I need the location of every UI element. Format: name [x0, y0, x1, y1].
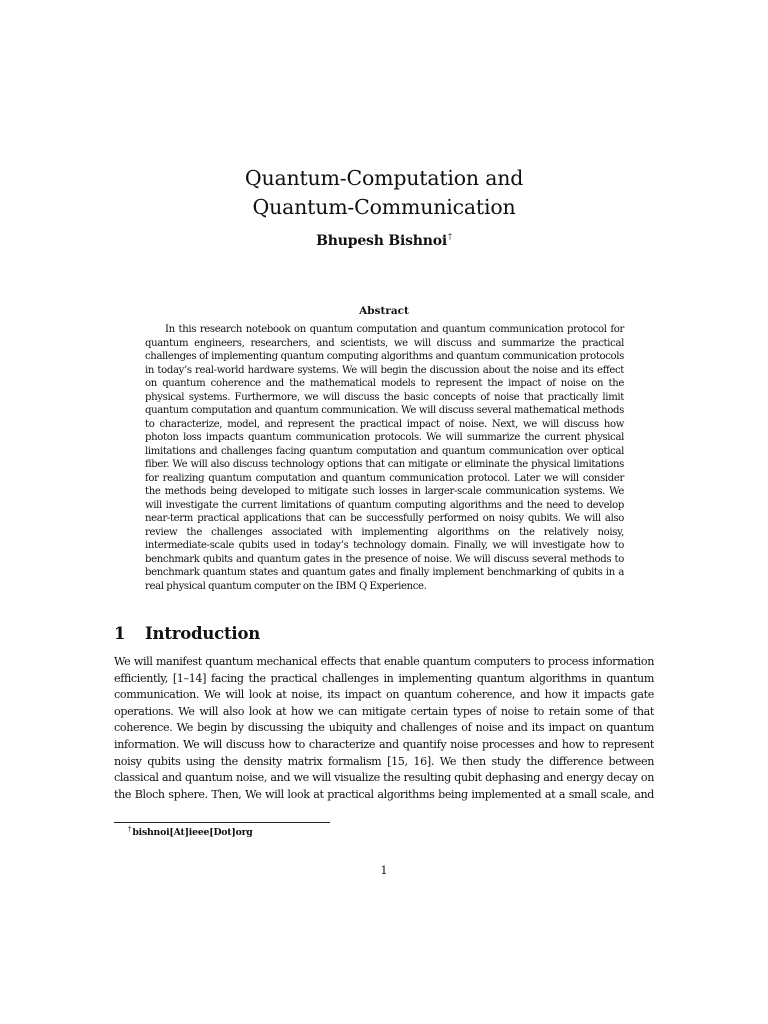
author-footnote-mark: †: [448, 232, 452, 241]
author-name: Bhupesh Bishnoi: [316, 233, 448, 249]
author-line: [150, 232, 618, 249]
footnote: [128, 825, 253, 838]
title-line-1: Quantum-Computation and: [244, 166, 524, 190]
page-number: 1: [380, 864, 388, 877]
abstract-text: In this research notebook on quantum computation and quantum communication protocol for quantum engineers, researchers, and scientists, we will discuss and summarize the practical challenges of implementing quantum computing algorithms and quantum communication protocols in today’s real-world hardware systems. We will begin the discussion about the noise and its effect on quantum coherence and the mathematical models to represent the impact of noise on the physical systems. Furthermore, we will discuss the basic concepts of noise that practically limit quantum computation and quantum communication. We will discuss several mathematical methods to characterize, model, and represent the practical impact of noise. Next, we will discuss how photon loss impacts quantum communication protocols. We will summarize the current physical limitations and challenges facing quantum computation and quantum communication over optical fiber. We will also discuss technology options that can mitigate or eliminate the physical limitations for realizing quantum computation and quantum communication protocol. Later we will consider the methods being developed to mitigate such losses in larger-scale communication systems. We will investigate the current limitations of quantum computing algorithms and the need to develop near-term practical applications that can be successfully performed on noisy qubits. We will also review the challenges associated with implementing algorithms on the relatively noisy, intermediate-scale qubits used in today’s technology domain. Finally, we will investigate how to benchmark qubits and quantum gates in the presence of noise. We will discuss several methods to benchmark quantum states and quantum gates and finally implement benchmarking of qubits in a real physical quantum computer on the IBM Q Experience.: [145, 324, 624, 592]
section-heading: [114, 624, 260, 643]
footnote-email: bishnoi[At]ieee[Dot]org: [132, 827, 253, 838]
section-number: 1: [114, 624, 126, 643]
section-title: Introduction: [145, 624, 261, 643]
introduction-text: We will manifest quantum mechanical effects that enable quantum computers to process information efficiently, [1–14] facing the practical challenges in implementing quantum algorithms in quantum communication. We will look at noise, its impact on quantum coherence, and how it impacts gate operations. We will also look at how we can mitigate certain types of noise to retain some of that coherence. We begin by discussing the ubiquity and challenges of noise and its impact on quantum information. We will discuss how to characterize and quantify noise processes and how to represent noisy qubits using the density matrix formalism [15, 16]. We then study the difference between classical and quantum noise, and we will visualize the resulting qubit dephasing and energy decay on the Bloch sphere. Then, We will look at practical algorithms being implemented at a small scale, and: [114, 655, 654, 801]
title-line-2: Quantum-Communication: [252, 195, 516, 219]
footnote-mark: †: [128, 825, 132, 833]
paper-title: [150, 164, 618, 222]
footnote-divider: [114, 822, 330, 823]
abstract-heading: Abstract: [359, 305, 409, 317]
